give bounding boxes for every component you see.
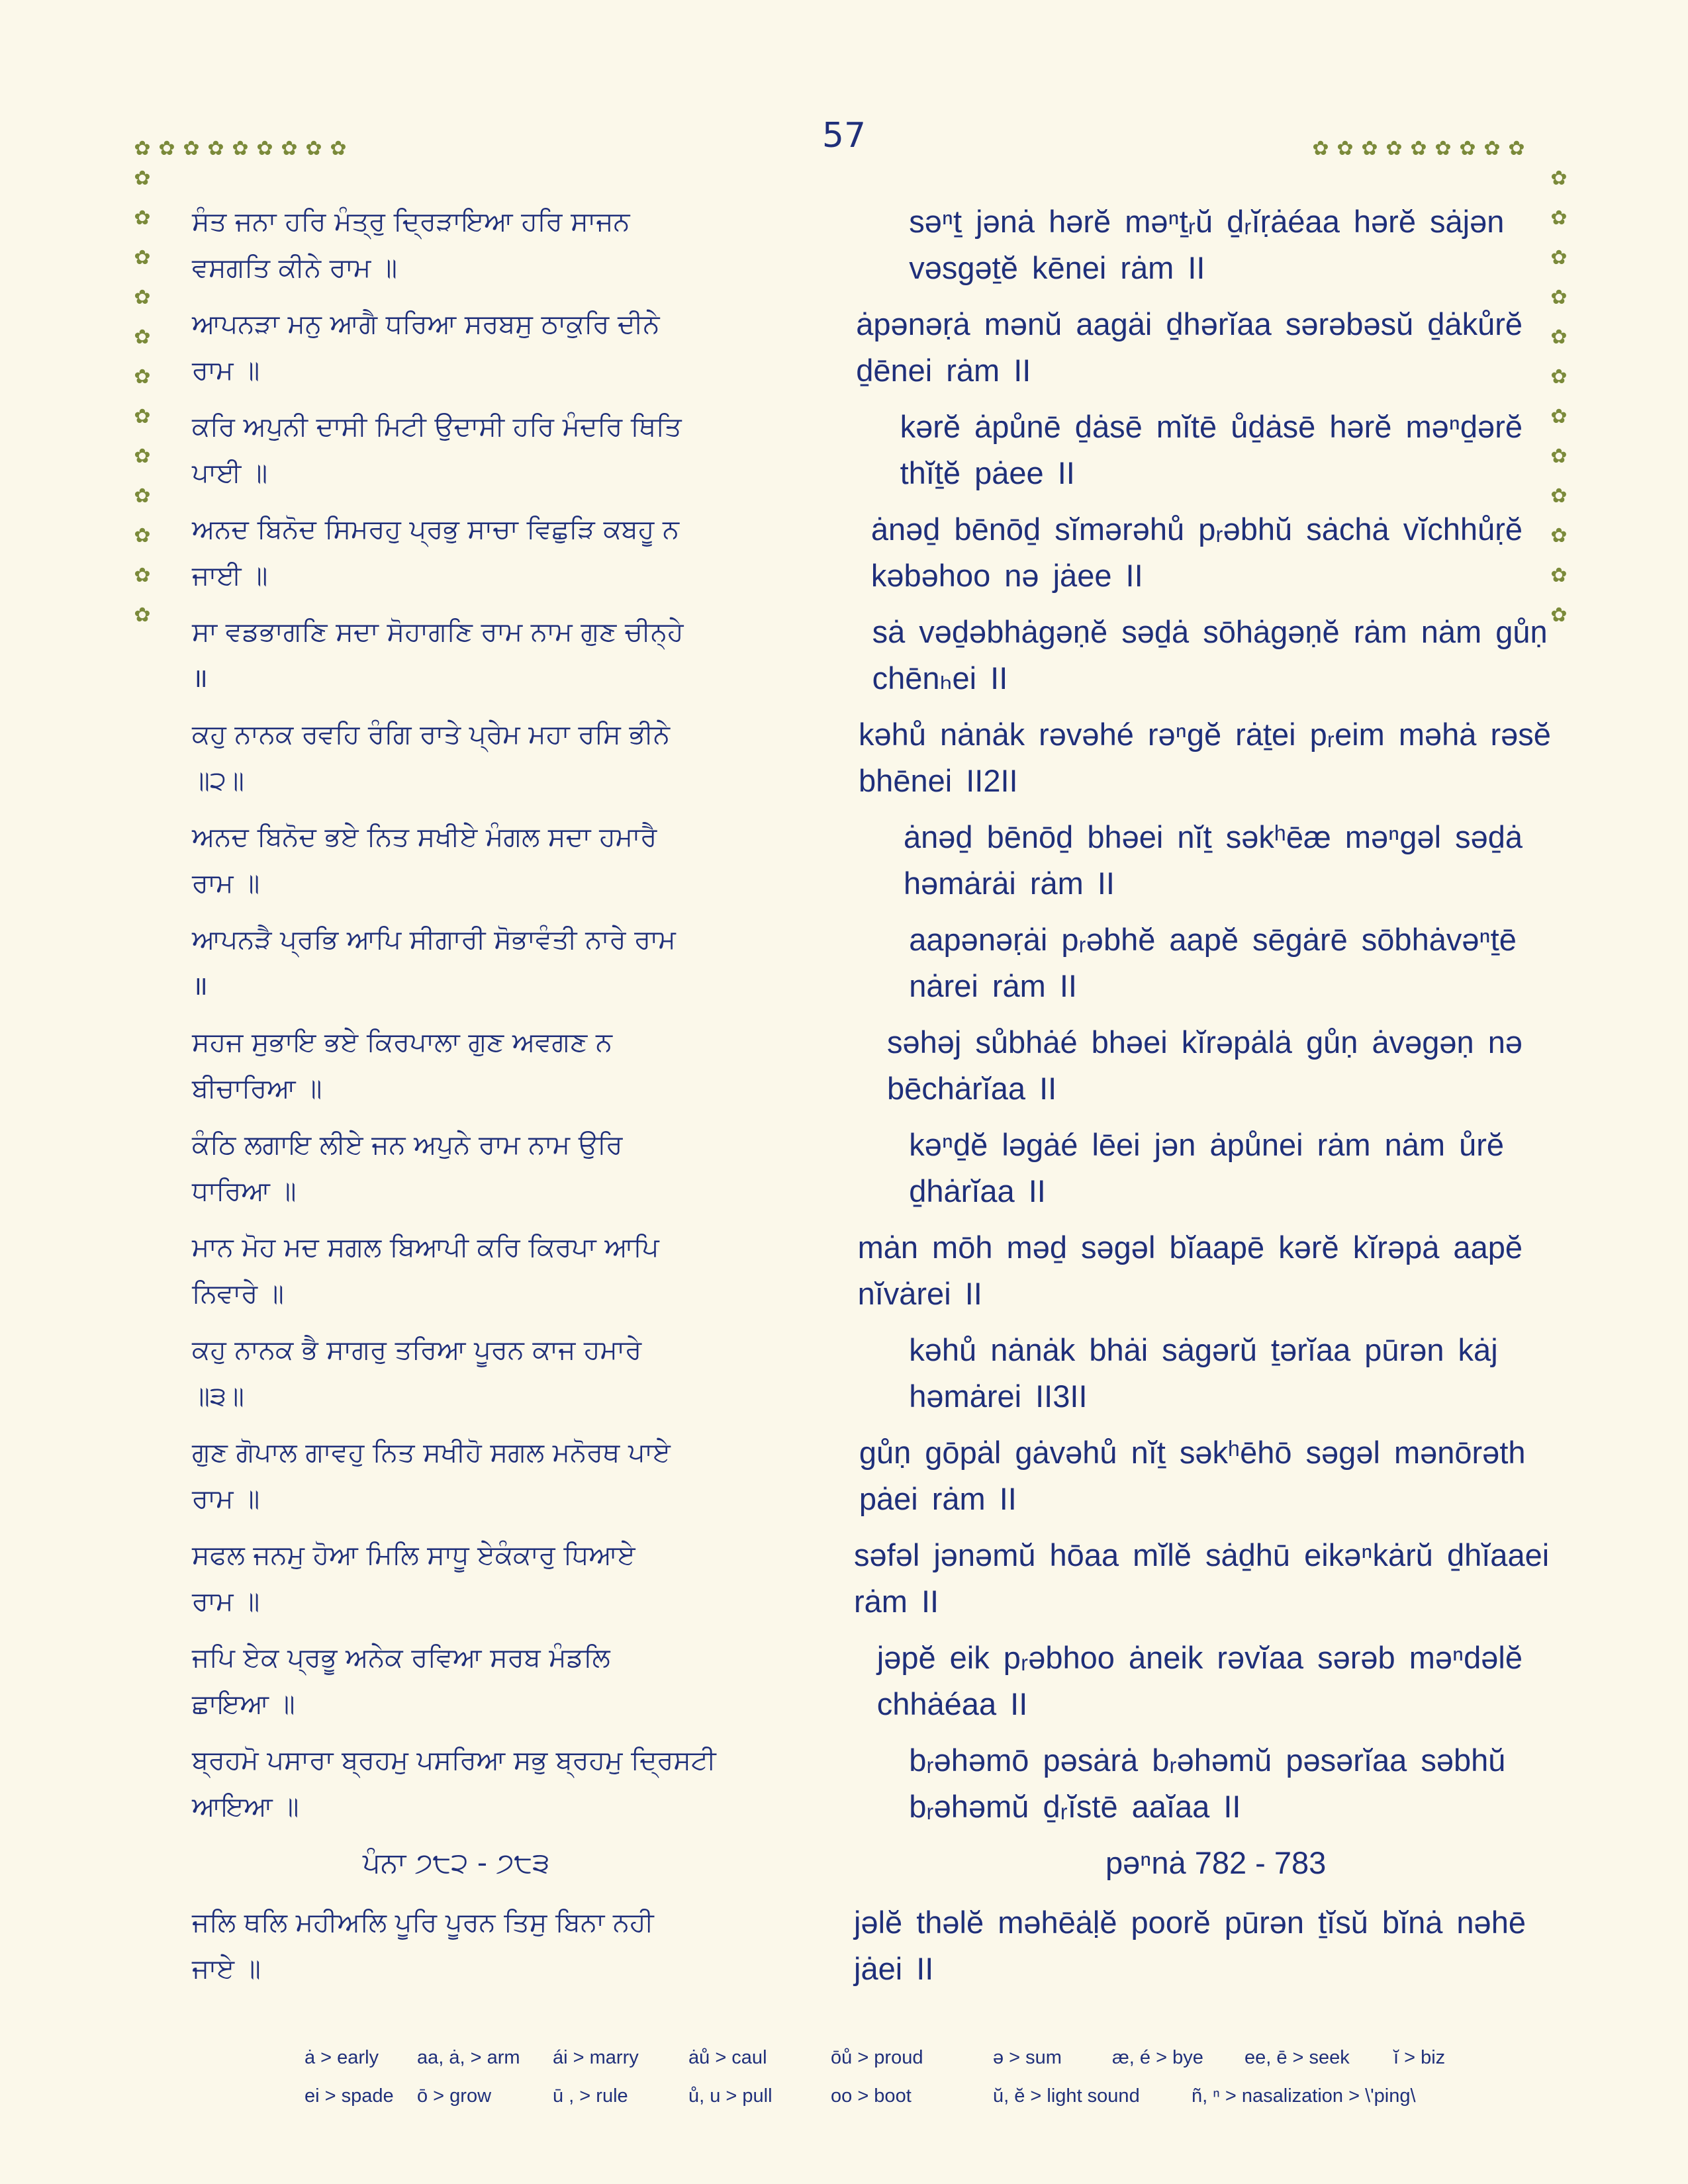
transliteration-line: ḏēnei rȧm II — [856, 353, 1031, 388]
gurmukhi-text — [192, 1327, 720, 1420]
verse-row — [192, 1122, 1523, 1214]
legend-item: æ, é > bye — [1112, 2046, 1203, 2068]
gurmukhi-line: ਨਿਵਾਰੇ ॥ — [192, 1279, 284, 1309]
gurmukhi-text — [192, 1019, 698, 1112]
page-number: 57 — [821, 116, 867, 156]
transliteration-text — [877, 1635, 1523, 1727]
gurmukhi-line: ਗੁਣ ਗੋਪਾਲ ਗਾਵਹੁ ਨਿਤ ਸਖੀਹੋ ਸਗਲ ਮਨੋਰਥ ਪਾਏ — [192, 1437, 671, 1468]
transliteration-line: nĭvȧrei II — [857, 1276, 982, 1311]
transliteration-line: jəlĕ thəlĕ məhēȧḷĕ poorĕ pūrən ṯĭsŭ bĭnȧ nəhē — [854, 1905, 1526, 1940]
flower-icon: ✿ — [134, 326, 151, 349]
flower-icon: ✿ — [1550, 445, 1568, 468]
gurmukhi-line: ਆਇਆ ॥ — [192, 1792, 299, 1822]
page-reference — [192, 1840, 1523, 1886]
gurmukhi-line: ਕੰਠਿ ਲਗਾਇ ਲੀਏ ਜਨ ਅਪੁਨੇ ਰਾਮ ਨਾਮ ਉਰਿ — [192, 1130, 623, 1160]
gurmukhi-line: ਜਾਈ ॥ — [192, 561, 268, 591]
verse-row — [192, 1532, 1550, 1625]
flower-icon: ✿ — [134, 206, 151, 230]
legend-item: ei > spade — [305, 2085, 394, 2107]
gurmukhi-line: ਮਾਨ ਮੋਹ ਮਦ ਸਗਲ ਬਿਆਪੀ ਕਰਿ ਕਿਰਪਾ ਆਪਿ — [192, 1232, 659, 1263]
transliteration-line: bēchȧrĭaa II — [886, 1071, 1057, 1106]
flower-icon: ✿ — [134, 604, 151, 627]
legend-item: ĭ > biz — [1393, 2046, 1446, 2068]
transliteration-line: ȧnəḏ bēnōḏ sĭmərəhů pᵣəbhŭ sȧchȧ vĭchhůṛĕ — [870, 512, 1523, 547]
transliteration-line: bhēnei II2II — [859, 763, 1018, 798]
transliteration-text — [909, 1737, 1523, 1830]
flower-icon: ✿ — [1312, 137, 1329, 160]
gurmukhi-line: ਸਾ ਵਡਭਾਗਣਿ ਸਦਾ ਸੋਹਾਗਣਿ ਰਾਮ ਨਾਮ ਗੁਣ ਚੀਨ੍ਹੇ — [192, 617, 684, 647]
transliteration-line: bᵣəhəmō pəsȧrȧ bᵣəhəmŭ pəsərĭaa səbhŭ — [909, 1743, 1506, 1778]
gurmukhi-text — [192, 1532, 665, 1625]
legend-item: ō > grow — [417, 2085, 492, 2107]
transliteration-line: jəpĕ eik pᵣəbhoo ȧneik rəvĭaa sərəb məⁿdəlĕ — [876, 1640, 1523, 1675]
verse-row — [192, 1019, 1523, 1112]
verse-row — [192, 1737, 1523, 1830]
transliteration-text — [854, 1532, 1550, 1625]
legend-row — [305, 2077, 1483, 2115]
flower-icon: ✿ — [330, 137, 347, 160]
legend-item: ñ, ⁿ > nasalization > \'ping\ — [1192, 2085, 1416, 2107]
gurmukhi-line: ॥੩॥ — [192, 1381, 244, 1412]
verse-row — [192, 301, 1523, 394]
transliteration-line: aapənəṛȧi pᵣəbhĕ aapĕ sēgȧrē sōbhȧvəⁿṯē — [909, 922, 1517, 957]
flower-icon: ✿ — [158, 137, 175, 160]
flower-icon: ✿ — [1550, 564, 1568, 587]
transliteration-text — [909, 199, 1523, 291]
gurmukhi-line: ਧਾਰਿਆ ॥ — [192, 1176, 297, 1206]
legend-item: oo > boot — [831, 2085, 912, 2107]
pronunciation-legend — [305, 2038, 1483, 2115]
gurmukhi-line: ਕਰਿ ਅਪੁਨੀ ਦਾਸੀ ਮਿਟੀ ਉਦਾਸੀ ਹਰਿ ਮੰਦਰਿ ਥਿਤਿ — [192, 412, 682, 442]
ornament-column-right — [1549, 169, 1569, 625]
gurmukhi-text — [192, 814, 715, 907]
ornament-row-top-left — [132, 139, 348, 159]
gurmukhi-text — [192, 404, 712, 496]
flower-icon: ✿ — [1550, 604, 1568, 627]
legend-item: ee, ē > seek — [1244, 2046, 1350, 2068]
transliteration-line: jȧei II — [854, 1951, 934, 1986]
legend-item: ȧ > early — [305, 2046, 379, 2068]
flower-icon: ✿ — [183, 137, 200, 160]
transliteration-line: kəⁿḏĕ ləgȧé lēei jən ȧpůnei rȧm nȧm ůrĕ — [909, 1127, 1505, 1162]
flower-icon: ✿ — [1550, 484, 1568, 508]
transliteration-line: kəhů nȧnȧk rəvəhé rəⁿgĕ rȧṯei pᵣeim məhȧ rəsĕ — [859, 717, 1551, 752]
gurmukhi-line: ॥ — [192, 663, 208, 694]
transliteration-line: mȧn mōh məḏ səgəl bĭaapē kərĕ kĭrəpȧ aapĕ — [857, 1230, 1523, 1265]
transliteration-line: nȧrei rȧm II — [909, 968, 1077, 1003]
transliteration-line: səⁿṯ jənȧ hərĕ məⁿṯᵣŭ ḏᵣĭṛȧéaa hərĕ sȧjən — [909, 204, 1505, 239]
legend-item: ōů > proud — [831, 2046, 923, 2068]
transliteration-line: chēnₕei II — [872, 660, 1008, 696]
transliteration-line: ȧnəḏ bēnōḏ bhəei nĭṯ səkʰēæ məⁿgəl səḏȧ — [903, 819, 1523, 854]
verse-row — [192, 1224, 1523, 1317]
gurmukhi-line: ਰਾਮ ॥ — [192, 868, 260, 899]
transliteration-line: sȧ vəḏəbhȧgəṇĕ səḏȧ sōhȧgəṇĕ rȧm nȧm gůṇ — [872, 614, 1548, 649]
transliteration-text — [872, 609, 1548, 702]
gurmukhi-line: ਬ੍ਰਹਮੋ ਪਸਾਰਾ ਬ੍ਰਹਮੁ ਪਸਰਿਆ ਸਭੁ ਬ੍ਰਹਮੁ ਦ੍ਰਿਸਟੀ — [192, 1745, 716, 1776]
gurmukhi-line: ਕਹੁ ਨਾਨਕ ਭੈ ਸਾਗਰੁ ਤਰਿਆ ਪੂਰਨ ਕਾਜ ਹਮਾਰੇ — [192, 1335, 642, 1365]
verse-row — [192, 711, 1551, 804]
gurmukhi-text — [192, 199, 720, 291]
transliteration-line: həmȧrei II3II — [909, 1379, 1088, 1414]
flower-icon: ✿ — [134, 484, 151, 508]
gurmukhi-line: ਜਾਏ ॥ — [192, 1954, 261, 1984]
gurmukhi-line: ਬੀਚਾਰਿਆ ॥ — [192, 1073, 322, 1104]
transliteration-line: ȧpənəṛȧ mənŭ aagȧi ḏhərĭaa sərəbəsŭ ḏȧkůrĕ — [856, 306, 1523, 341]
transliteration-line: gůṇ gōpȧl gȧvəhů nĭṯ səkʰēhō səgəl mənōrəth — [859, 1435, 1526, 1470]
gurmukhi-text — [192, 1899, 665, 1992]
transliteration-text — [887, 1019, 1523, 1112]
gurmukhi-line: ਵਸਗਤਿ ਕੀਨੇ ਰਾਮ ॥ — [192, 253, 397, 283]
gurmukhi-line: ਆਪਨੜਾ ਮਨੁ ਆਗੈ ਧਰਿਆ ਸਰਬਸੁ ਠਾਕੁਰਿ ਦੀਨੇ — [192, 309, 660, 340]
transliteration-text — [909, 1122, 1523, 1214]
flower-icon: ✿ — [1410, 137, 1427, 160]
verse-table — [192, 199, 1551, 2002]
flower-icon: ✿ — [1550, 365, 1568, 388]
gurmukhi-text — [192, 1122, 720, 1214]
flower-icon: ✿ — [1508, 137, 1525, 160]
flower-icon: ✿ — [1550, 206, 1568, 230]
gurmukhi-line: ਜਲਿ ਥਲਿ ਮਹੀਅਲਿ ਪੂਰਿ ਪੂਰਨ ਤਿਸੁ ਬਿਨਾ ਨਹੀ — [192, 1907, 654, 1938]
legend-row — [305, 2038, 1483, 2077]
gurmukhi-line: ॥੨॥ — [192, 766, 244, 796]
flower-icon: ✿ — [134, 246, 151, 269]
gurmukhi-line: ਜਪਿ ਏਕ ਪ੍ਰਭੂ ਅਨੇਕ ਰਵਿਆ ਸਰਬ ਮੰਡਲਿ — [192, 1643, 610, 1673]
transliteration-line: bᵣəhəmŭ ḏᵣĭstē aaĭaa II — [909, 1789, 1241, 1824]
gurmukhi-line: ਰਾਮ ॥ — [192, 355, 260, 386]
flower-icon: ✿ — [1550, 326, 1568, 349]
transliteration-line: kəhů nȧnȧk bhȧi sȧgərŭ ṯərĭaa pūrən kȧj — [909, 1332, 1498, 1367]
flower-icon: ✿ — [1550, 167, 1568, 190]
gurmukhi-text — [192, 609, 684, 702]
verse-row — [192, 1635, 1523, 1727]
page-reference-roman: pəⁿnȧ 782 - 783 — [1105, 1845, 1327, 1880]
gurmukhi-text — [192, 301, 667, 394]
flower-icon: ✿ — [1434, 137, 1452, 160]
flower-icon: ✿ — [134, 524, 151, 547]
flower-icon: ✿ — [1459, 137, 1476, 160]
flower-icon: ✿ — [134, 445, 151, 468]
gurmukhi-line: ਛਾਇਆ ॥ — [192, 1689, 295, 1719]
ornament-column-left — [132, 169, 152, 625]
legend-item: ŭ, ĕ > light sound — [993, 2085, 1140, 2107]
gurmukhi-line: ਰਾਮ ॥ — [192, 1586, 260, 1617]
transliteration-text — [854, 1899, 1526, 1992]
flower-icon: ✿ — [134, 137, 151, 160]
flower-icon: ✿ — [281, 137, 298, 160]
transliteration-text — [859, 711, 1551, 804]
transliteration-line: chhȧéaa II — [876, 1686, 1028, 1721]
gurmukhi-line: ਪਾਈ ॥ — [192, 458, 268, 488]
flower-icon: ✿ — [1550, 246, 1568, 269]
legend-item: ái > marry — [553, 2046, 639, 2068]
gurmukhi-line: ॥ — [192, 971, 208, 1001]
gurmukhi-text — [192, 506, 682, 599]
transliteration-text — [858, 1224, 1523, 1317]
verse-row — [192, 1430, 1526, 1522]
flower-icon: ✿ — [1550, 405, 1568, 428]
flower-icon: ✿ — [1361, 137, 1378, 160]
flower-icon: ✿ — [1550, 524, 1568, 547]
gurmukhi-text — [192, 1430, 671, 1522]
verse-row — [192, 609, 1548, 702]
transliteration-line: səfəl jənəmŭ hōaa mĭlĕ sȧḏhū eikəⁿkȧrŭ ḏhĭaaei — [854, 1537, 1550, 1572]
verse-row — [192, 404, 1523, 496]
transliteration-line: həmȧrȧi rȧm II — [903, 866, 1115, 901]
transliteration-text — [909, 1327, 1523, 1420]
flower-icon: ✿ — [305, 137, 322, 160]
transliteration-text — [909, 917, 1523, 1009]
transliteration-text — [856, 301, 1523, 394]
flower-icon: ✿ — [1483, 137, 1501, 160]
verse-row — [192, 917, 1523, 1009]
transliteration-line: thĭṯĕ pȧee II — [900, 455, 1075, 490]
transliteration-text — [900, 404, 1523, 496]
gurmukhi-line: ਸਹਜ ਸੁਭਾਇ ਭਏ ਕਿਰਪਾਲਾ ਗੁਣ ਅਵਗਣ ਨ — [192, 1027, 612, 1058]
verse-row — [192, 1899, 1526, 1992]
transliteration-line: kəbəhoo nə jȧee II — [870, 558, 1143, 593]
gurmukhi-line: ਅਨਦ ਬਿਨੋਦ ਭਏ ਨਿਤ ਸਖੀਏ ਮੰਗਲ ਸਦਾ ਹਮਾਰੈ — [192, 822, 657, 852]
verse-row — [192, 199, 1523, 291]
gurmukhi-text — [192, 711, 670, 804]
legend-item: aa, ȧ, > arm — [417, 2046, 520, 2068]
gurmukhi-line: ਸੰਤ ਜਨਾ ਹਰਿ ਮੰਤ੍ਰੁ ਦ੍ਰਿੜਾਇਆ ਹਰਿ ਸਾਜਨ — [192, 206, 630, 237]
transliteration-text — [871, 506, 1523, 599]
flower-icon: ✿ — [1336, 137, 1354, 160]
flower-icon: ✿ — [134, 286, 151, 309]
flower-icon: ✿ — [1385, 137, 1403, 160]
gurmukhi-text — [192, 1737, 720, 1830]
flower-icon: ✿ — [256, 137, 273, 160]
flower-icon: ✿ — [207, 137, 224, 160]
legend-item: ȧů > caul — [688, 2046, 767, 2068]
flower-icon: ✿ — [134, 167, 151, 190]
verse-row — [192, 1327, 1523, 1420]
gurmukhi-text — [192, 917, 720, 1009]
transliteration-text — [904, 814, 1523, 907]
flower-icon: ✿ — [134, 365, 151, 388]
gurmukhi-text — [192, 1635, 688, 1727]
legend-item: ů, u > pull — [688, 2085, 773, 2107]
gurmukhi-text — [192, 1224, 669, 1317]
flower-icon: ✿ — [232, 137, 249, 160]
flower-icon: ✿ — [1550, 286, 1568, 309]
gurmukhi-line: ਕਹੁ ਨਾਨਕ ਰਵਹਿ ਰੰਗਿ ਰਾਤੇ ਪ੍ਰੇਮ ਮਹਾ ਰਸਿ ਭੀਨੇ — [192, 719, 671, 750]
ornament-row-top-right — [1311, 139, 1526, 159]
transliteration-line: vəsgəṯĕ kēnei rȧm II — [909, 250, 1205, 285]
legend-item: ə > sum — [993, 2046, 1062, 2068]
flower-icon: ✿ — [134, 564, 151, 587]
page-reference-gurmukhi: ਪੰਨਾ ੭੮੨ - ੭੮੩ — [362, 1846, 550, 1879]
transliteration-line: ḏhȧrĭaa II — [909, 1173, 1046, 1208]
gurmukhi-line: ਆਪਨੜੈ ਪ੍ਰਭਿ ਆਪਿ ਸੀਗਾਰੀ ਸੋਭਾਵੰਤੀ ਨਾਰੇ ਰਾਮ — [192, 925, 676, 955]
transliteration-text — [859, 1430, 1526, 1522]
gurmukhi-line: ਸਫਲ ਜਨਮੁ ਹੋਆ ਮਿਲਿ ਸਾਧੂ ਏਕੰਕਾਰੁ ਧਿਆਏ — [192, 1540, 635, 1570]
transliteration-line: kərĕ ȧpůnē ḏȧsē mĭtē ůḏȧsē hərĕ məⁿḏərĕ — [900, 409, 1523, 444]
transliteration-line: səhəj sůbhȧé bhəei kĭrəpȧlȧ gůṇ ȧvəgəṇ nə — [886, 1024, 1523, 1060]
verse-row — [192, 814, 1523, 907]
transliteration-line: pȧei rȧm II — [859, 1481, 1017, 1516]
transliteration-line: rȧm II — [854, 1584, 939, 1619]
gurmukhi-line: ਰਾਮ ॥ — [192, 1484, 260, 1514]
gurmukhi-line: ਅਨਦ ਬਿਨੋਦ ਸਿਮਰਹੁ ਪ੍ਰਭੁ ਸਾਚਾ ਵਿਛੁੜਿ ਕਬਹੂ ਨ — [192, 514, 679, 545]
legend-item: ū , > rule — [553, 2085, 628, 2107]
verse-row — [192, 506, 1523, 599]
flower-icon: ✿ — [134, 405, 151, 428]
